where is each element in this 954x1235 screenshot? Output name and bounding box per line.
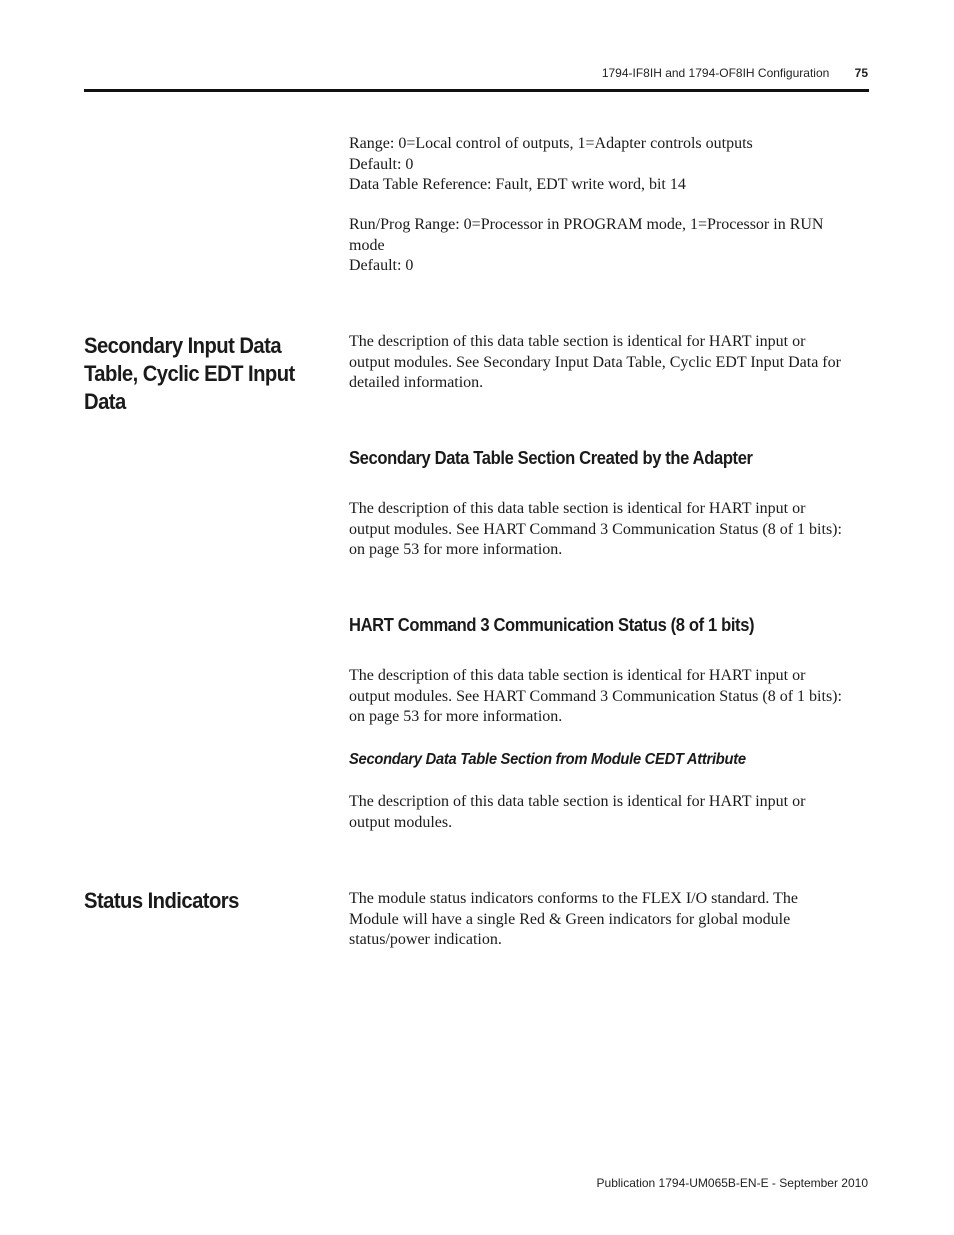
adapter-section-paragraph: [349, 499, 869, 561]
secondary-input-paragraph: [349, 332, 869, 394]
paragraph-line: output modules. See HART Command 3 Communication Status (8 of 1 bits):: [349, 520, 842, 538]
hart-section-heading: HART Command 3 Communication Status (8 of 1 bits): [349, 615, 755, 635]
runprog-default-line: Default: 0: [349, 257, 414, 274]
paragraph-line: output modules. See HART Command 3 Communication Status (8 of 1 bits):: [349, 687, 842, 705]
cedt-section-paragraph: [349, 792, 869, 833]
publication-footer: Publication 1794-UM065B-EN-E - September 2010: [596, 1176, 868, 1190]
reference-line: Data Table Reference: Fault, EDT write word, bit 14: [349, 176, 686, 193]
paragraph-line: output modules. See Secondary Input Data Table, Cyclic EDT Input Data for: [349, 353, 841, 371]
page-number: 75: [854, 66, 868, 80]
paragraph-line: output modules.: [349, 813, 453, 831]
paragraph-line: detailed information.: [349, 374, 484, 391]
secondary-input-heading: [84, 332, 296, 416]
status-indicators-paragraph: [349, 889, 869, 951]
hart-section-paragraph: [349, 666, 869, 728]
default-line: Default: 0: [349, 155, 414, 173]
paragraph-line: status/power indication.: [349, 931, 502, 948]
paragraph-line: Module will have a single Red & Green indicators for global module: [349, 910, 791, 928]
paragraph-line: The description of this data table section is identical for HART input or: [349, 667, 806, 684]
heading-line: Secondary Input Data: [84, 333, 282, 358]
status-indicators-heading: Status Indicators: [84, 888, 239, 913]
runprog-paragraph: [349, 215, 869, 277]
paragraph-line: The description of this data table section is identical for HART input or: [349, 500, 806, 517]
range-paragraph: [349, 134, 869, 196]
paragraph-line: The description of this data table section is identical for HART input or: [349, 333, 806, 350]
running-header: [602, 66, 868, 80]
paragraph-line: The description of this data table section is identical for HART input or: [349, 793, 806, 810]
adapter-section-heading: Secondary Data Table Section Created by the Adapter: [349, 448, 753, 468]
paragraph-line: on page 53 for more information.: [349, 708, 563, 725]
header-rule: [84, 89, 869, 92]
runprog-line: Run/Prog Range: 0=Processor in PROGRAM mode, 1=Processor in RUN: [349, 216, 824, 233]
cedt-section-heading: Secondary Data Table Section from Module CEDT Attribute: [349, 751, 746, 768]
paragraph-line: on page 53 for more information.: [349, 541, 563, 558]
heading-line: Table, Cyclic EDT Input: [84, 361, 295, 386]
paragraph-line: The module status indicators conforms to the FLEX I/O standard. The: [349, 890, 798, 907]
heading-line: Data: [84, 389, 126, 414]
header-title: 1794-IF8IH and 1794-OF8IH Configuration: [601, 66, 830, 80]
range-line: Range: 0=Local control of outputs, 1=Adapter controls outputs: [349, 135, 753, 152]
runprog-line-continued: mode: [349, 236, 385, 254]
